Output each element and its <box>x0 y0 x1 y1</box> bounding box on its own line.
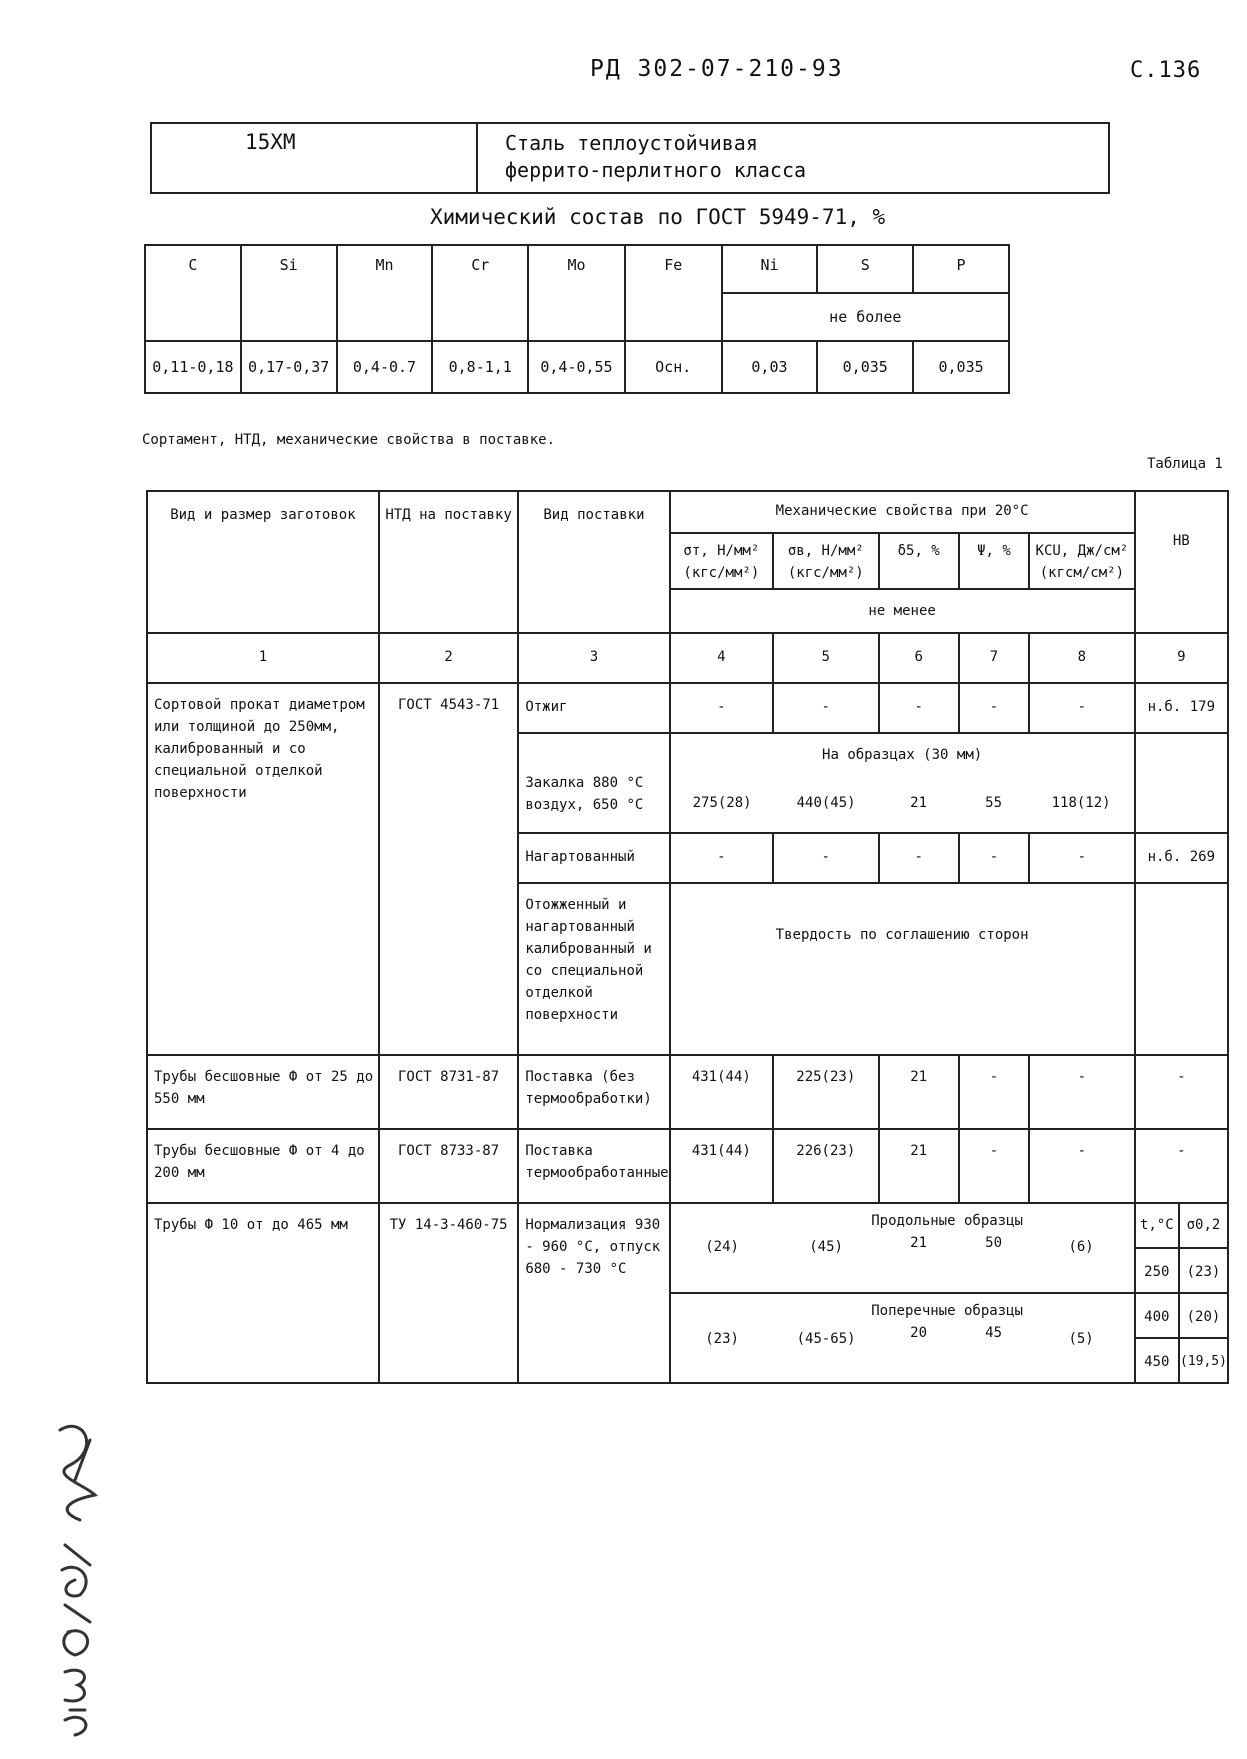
row1a-sigma-b: - <box>773 683 878 733</box>
row1d-supply: Отожженный и нагартованный калиброванный и со специальной отделкой поверхности <box>518 883 669 1055</box>
chem-not-more: не более <box>722 293 1009 341</box>
chem-header-s: S <box>817 245 913 293</box>
row4-long-delta: 21 <box>910 1235 928 1251</box>
header-hb: НВ <box>1135 491 1228 633</box>
row2-kcu: - <box>1029 1055 1134 1129</box>
chem-header-fe: Fe <box>625 245 722 341</box>
header-mechanical: Механические свойства при 20°С <box>670 491 1135 533</box>
row1b-kcu: 118(12) <box>1051 795 1111 811</box>
row4-kind: Трубы Ф 10 от до 465 мм <box>147 1203 379 1383</box>
chem-header-cr: Cr <box>432 245 528 341</box>
row4-trans-psi: 45 <box>985 1325 1003 1341</box>
chem-value-si: 0,17-0,37 <box>241 341 337 393</box>
chem-header-p: P <box>913 245 1009 293</box>
chem-value-mn: 0,4-0.7 <box>337 341 433 393</box>
col-number-3: 3 <box>518 633 669 683</box>
row1b-sigma-b: 440(45) <box>796 795 856 811</box>
row4-trans-note: Поперечные образцы <box>871 1303 1023 1319</box>
row4-long-sigma-b: (45) <box>809 1239 843 1255</box>
row4-supply: Нормализация 930 - 960 °С, отпуск 680 - 730 °С <box>518 1203 669 1383</box>
row1a-psi: - <box>959 683 1029 733</box>
row4-ntd: ТУ 14-3-460-75 <box>379 1203 518 1383</box>
row1b-sigma-t: 275(28) <box>692 795 752 811</box>
header-kcu: KCU, Дж/см² (кгсм/см²) <box>1029 533 1134 589</box>
row1c-sigma-t: - <box>670 833 773 883</box>
row1c-sigma-b: - <box>773 833 878 883</box>
row1b-psi: 55 <box>985 795 1003 811</box>
grade-box-divider <box>150 122 478 194</box>
chem-value-cr: 0,8-1,1 <box>432 341 528 393</box>
chem-value-s: 0,035 <box>817 341 913 393</box>
row4-long-psi: 50 <box>985 1235 1003 1251</box>
row1d-note: Твердость по соглашению сторон <box>670 883 1135 1055</box>
row4-trans-kcu: (5) <box>1068 1331 1094 1347</box>
page-number: С.136 <box>1130 58 1202 83</box>
row2-hb: - <box>1135 1055 1228 1129</box>
row3-hb: - <box>1135 1129 1228 1203</box>
row3-kind: Трубы бесшовные Ф от 4 до 200 мм <box>147 1129 379 1203</box>
row1b-values-block <box>670 733 1135 833</box>
row4-trans-delta: 20 <box>910 1325 928 1341</box>
chem-value-mo: 0,4-0,55 <box>528 341 625 393</box>
header-kind: Вид и размер заготовок <box>147 491 379 633</box>
chem-value-ni: 0,03 <box>722 341 818 393</box>
col-number-7: 7 <box>959 633 1029 683</box>
chem-header-mo: Mo <box>528 245 625 341</box>
row4-sigma02-250: (23) <box>1179 1248 1228 1293</box>
chem-header-ni: Ni <box>722 245 818 293</box>
row1a-sigma-t: - <box>670 683 773 733</box>
row1c-hb: н.б. 269 <box>1135 833 1228 883</box>
row3-delta: 21 <box>879 1129 959 1203</box>
col-number-2: 2 <box>379 633 518 683</box>
grade-name: 15ХМ <box>245 130 296 154</box>
handwritten-note <box>40 1410 110 1740</box>
chem-header-mn: Mn <box>337 245 433 341</box>
header-ntd: НТД на поставку <box>379 491 518 633</box>
grade-description: Сталь теплоустойчивая феррито-перлитного класса <box>505 131 807 182</box>
row1a-supply: Отжиг <box>518 683 669 733</box>
chem-title: Химический состав по ГОСТ 5949-71, % <box>430 205 886 229</box>
row1b-delta: 21 <box>910 795 928 811</box>
row2-sigma-t: 431(44) <box>670 1055 773 1129</box>
row1-ntd: ГОСТ 4543-71 <box>379 683 518 1055</box>
row4-trans-sigma-b: (45-65) <box>796 1331 856 1347</box>
row3-psi: - <box>959 1129 1029 1203</box>
header-not-less: не менее <box>670 589 1135 633</box>
row4-sigma02-400: (20) <box>1179 1293 1228 1338</box>
row1b-note: На образцах (30 мм) <box>822 747 983 763</box>
chem-value-c: 0,11-0,18 <box>145 341 241 393</box>
row2-kind: Трубы бесшовные Ф от 25 до 550 мм <box>147 1055 379 1129</box>
row4-temp-450: 450 <box>1135 1338 1179 1383</box>
row4-sigma02-450: (19,5) <box>1179 1338 1228 1383</box>
row4-t-head: t,°С <box>1135 1203 1179 1248</box>
chem-table <box>144 244 1010 394</box>
row4-temp-250: 250 <box>1135 1248 1179 1293</box>
row2-supply: Поставка (без термообработки) <box>518 1055 669 1129</box>
row3-sigma-b: 226(23) <box>773 1129 878 1203</box>
mechanical-properties-table <box>146 490 1229 1384</box>
col-number-5: 5 <box>773 633 878 683</box>
chem-value-fe: Осн. <box>625 341 722 393</box>
row3-kcu: - <box>1029 1129 1134 1203</box>
header-supply: Вид поставки <box>518 491 669 633</box>
row1c-supply: Нагартованный <box>518 833 669 883</box>
section-title: Сортамент, НТД, механические свойства в поставке. <box>142 432 556 448</box>
row2-delta: 21 <box>879 1055 959 1129</box>
row3-sigma-t: 431(44) <box>670 1129 773 1203</box>
chem-value-p: 0,035 <box>913 341 1009 393</box>
col-number-9: 9 <box>1135 633 1228 683</box>
row3-ntd: ГОСТ 8733-87 <box>379 1129 518 1203</box>
row4-long-sigma-t: (24) <box>705 1239 739 1255</box>
row1a-delta: - <box>879 683 959 733</box>
row2-sigma-b: 225(23) <box>773 1055 878 1129</box>
col-number-4: 4 <box>670 633 773 683</box>
row4-long-kcu: (6) <box>1068 1239 1094 1255</box>
chem-header-c: C <box>145 245 241 341</box>
row1c-kcu: - <box>1029 833 1134 883</box>
row1b-hb <box>1135 733 1228 833</box>
row1b-supply: Закалка 880 °С воздух, 650 °С <box>518 733 669 833</box>
row4-temp-400: 400 <box>1135 1293 1179 1338</box>
row4-trans-sigma-t: (23) <box>705 1331 739 1347</box>
row3-supply: Поставка термообработанные <box>518 1129 669 1203</box>
col-number-6: 6 <box>879 633 959 683</box>
col-number-8: 8 <box>1029 633 1134 683</box>
header-delta: δ5, % <box>879 533 959 589</box>
row4-long-block <box>670 1203 1135 1293</box>
row1a-hb: н.б. 179 <box>1135 683 1228 733</box>
row1-kind: Сортовой прокат диаметром или толщиной до 250мм, калиброванный и со специальной отделкой поверхности <box>147 683 379 1055</box>
row1c-psi: - <box>959 833 1029 883</box>
document-number: РД 302-07-210-93 <box>590 56 844 82</box>
row1a-kcu: - <box>1029 683 1134 733</box>
row2-ntd: ГОСТ 8731-87 <box>379 1055 518 1129</box>
row1d-hb <box>1135 883 1228 1055</box>
header-psi: Ψ, % <box>959 533 1029 589</box>
row4-long-note: Продольные образцы <box>871 1213 1023 1229</box>
header-sigma-t: σт, Н/мм² (кгс/мм²) <box>670 533 773 589</box>
row2-psi: - <box>959 1055 1029 1129</box>
row4-trans-block <box>670 1293 1135 1383</box>
row4-sigma02-head: σ0,2 <box>1179 1203 1228 1248</box>
row1c-delta: - <box>879 833 959 883</box>
chem-header-si: Si <box>241 245 337 341</box>
header-sigma-b: σв, Н/мм² (кгс/мм²) <box>773 533 878 589</box>
table-label: Таблица 1 <box>1147 456 1223 472</box>
col-number-1: 1 <box>147 633 379 683</box>
